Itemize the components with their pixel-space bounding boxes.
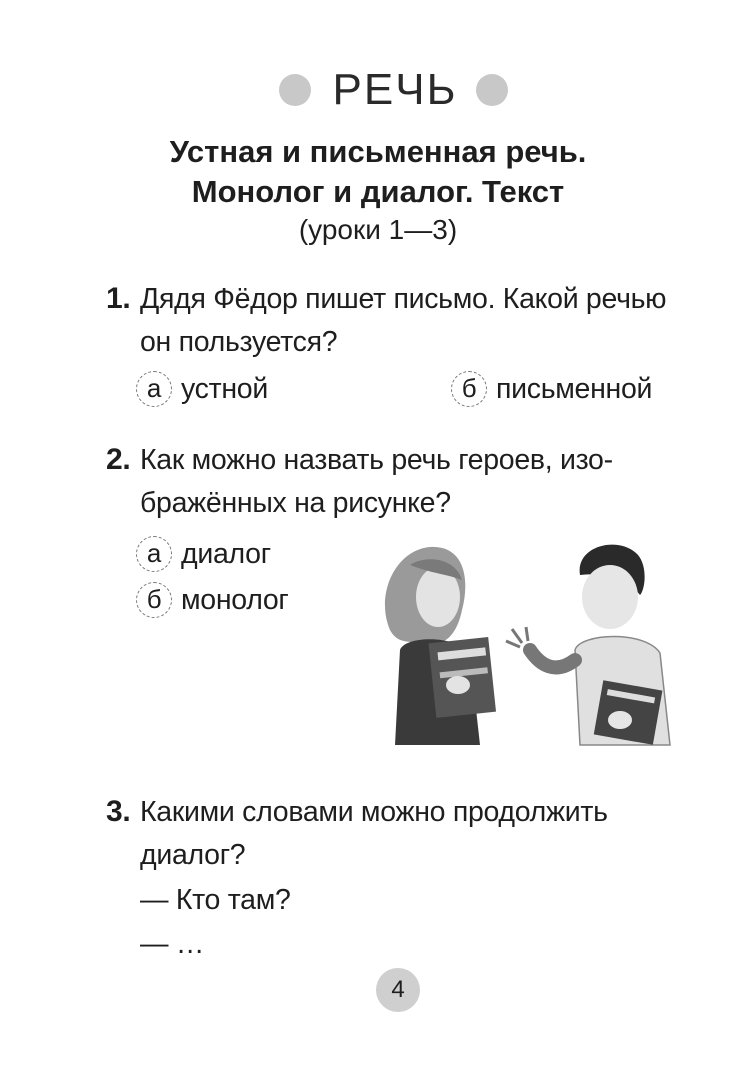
- page-number: 4: [376, 968, 420, 1012]
- task-number: 2.: [106, 443, 131, 476]
- option-marker: а: [136, 536, 172, 572]
- option-label: устной: [181, 373, 268, 405]
- lesson-subtitle: (уроки 1—3): [298, 214, 458, 245]
- dialogue-line: — Кто там?: [140, 884, 291, 916]
- section-header: [0, 62, 756, 118]
- lesson-title-line-2: Монолог и диалог. Текст: [191, 174, 565, 209]
- section-title: РЕЧЬ: [332, 65, 458, 114]
- task-text-line: бражённых на рисунке?: [140, 487, 451, 519]
- dialogue-line: — …: [140, 928, 205, 960]
- girl-figure: [385, 547, 496, 745]
- option-label: монолог: [181, 584, 289, 616]
- option-label: письменной: [496, 373, 653, 405]
- header-dot-left: [279, 74, 311, 106]
- option-marker: б: [136, 582, 172, 618]
- task-number: 3.: [106, 795, 131, 828]
- option-marker: б: [451, 371, 487, 407]
- task-text-line: Какими словами можно продолжить: [140, 796, 608, 828]
- task-text-line: Как можно назвать речь героев, изо-: [140, 444, 613, 476]
- option-label: диалог: [181, 538, 271, 570]
- option-marker: а: [136, 371, 172, 407]
- header-dot-right: [476, 74, 508, 106]
- lesson-title-line-1: Устная и письменная речь.: [169, 134, 587, 169]
- task-text-line: Дядя Фёдор пишет письмо. Какой речью: [140, 283, 667, 315]
- task-text-line: он пользуется?: [140, 326, 338, 358]
- boy-figure: [506, 545, 670, 745]
- task-number: 1.: [106, 282, 131, 315]
- children-dialogue-illustration: [370, 535, 710, 775]
- task-text-line: диалог?: [140, 839, 246, 871]
